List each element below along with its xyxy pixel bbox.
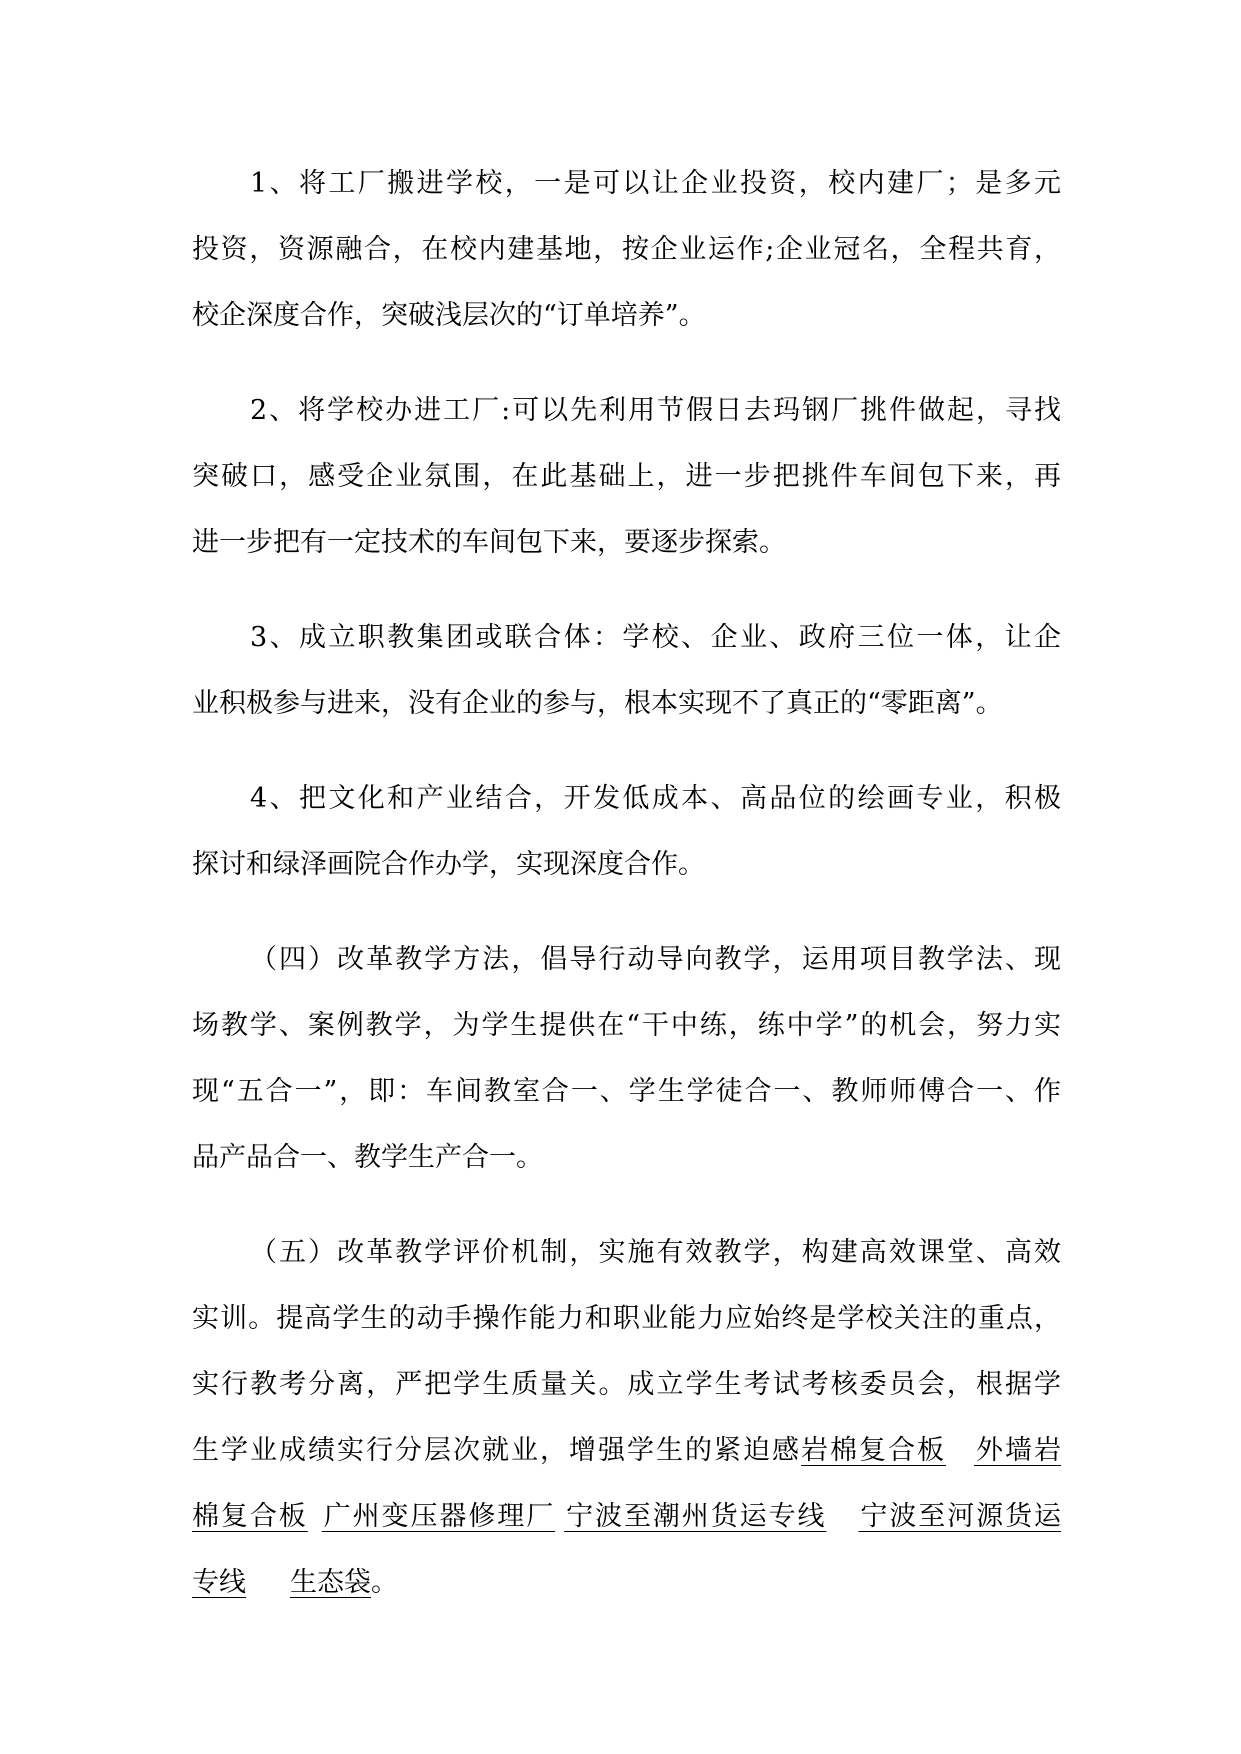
paragraph-line: 3、成立职教集团或联合体：学校、企业、政府三位一体，让企 [250, 622, 1061, 653]
paragraph-item-4 [192, 766, 1061, 898]
link-spacer [826, 1524, 858, 1525]
paragraph-line: 现“五合一”，即：车间教室合一、学生学徒合一、教师师傅合一、作 [192, 1076, 1061, 1107]
link-exterior-wall-rock-wool-board-part1[interactable]: 外墙岩 [974, 1435, 1061, 1466]
paragraph-line: 实行教考分离，严把学生质量关。成立学生考试考核委员会，根据学 [192, 1369, 1061, 1400]
paragraph-line: 探讨和绿泽画院合作办学，实现深度合作。 [192, 849, 705, 880]
link-spacer [555, 1524, 564, 1525]
paragraph-line: 2、将学校办进工厂:可以先利用节假日去玛钢厂挑件做起，寻找 [250, 395, 1061, 426]
paragraph-item-3 [192, 605, 1061, 737]
paragraph-line: 业积极参与进来，没有企业的参与，根本实现不了真正的“零距离”。 [192, 688, 1003, 719]
paragraph-text: 生学业成绩实行分层次就业，增强学生的紧迫感 [192, 1435, 801, 1466]
paragraph-line: 投资，资源融合，在校内建基地，按企业运作;企业冠名，全程共育， [192, 234, 1061, 265]
paragraph-item-2 [192, 378, 1061, 576]
paragraph-line: （五）改革教学评价机制，实施有效教学，构建高效课堂、高效 [250, 1237, 1061, 1268]
paragraph-line: 场教学、案例教学，为学生提供在“干中练，练中学”的机会，努力实 [192, 1010, 1061, 1041]
paragraph-line: 实训。提高学生的动手操作能力和职业能力应始终是学校关注的重点， [192, 1303, 1061, 1334]
link-ningbo-chaozhou-freight-line[interactable]: 宁波至潮州货运专线 [564, 1501, 827, 1532]
document-body [192, 151, 1061, 1645]
link-ningbo-heyuan-freight-line-part2[interactable]: 专线 [192, 1567, 246, 1598]
link-rock-wool-composite-board[interactable]: 岩棉复合板 [801, 1435, 946, 1466]
paragraph-line-with-links [192, 1484, 1061, 1550]
link-spacer [946, 1458, 974, 1459]
paragraph-section-5 [192, 1220, 1061, 1616]
paragraph-line: 品产品合一、教学生产合一。 [192, 1142, 543, 1173]
link-spacer [246, 1590, 290, 1591]
link-ningbo-heyuan-freight-line-part1[interactable]: 宁波至河源货运 [858, 1501, 1062, 1532]
link-guangzhou-transformer-repair-factory[interactable]: 广州变压器修理厂 [321, 1501, 556, 1532]
link-exterior-wall-rock-wool-board-part2[interactable]: 棉复合板 [192, 1501, 308, 1532]
paragraph-line: 1、将工厂搬进学校，一是可以让企业投资，校内建厂；是多元 [250, 168, 1061, 199]
paragraph-line: 突破口，感受企业氛围，在此基础上，进一步把挑件车间包下来，再 [192, 461, 1061, 492]
paragraph-line: 进一步把有一定技术的车间包下来，要逐步探索。 [192, 527, 786, 558]
paragraph-line: 4、把文化和产业结合，开发低成本、高品位的绘画专业，积极 [250, 783, 1061, 814]
paragraph-line-with-links [192, 1550, 1061, 1616]
paragraph-line: （四）改革教学方法，倡导行动导向教学，运用项目教学法、现 [250, 944, 1061, 975]
paragraph-line-with-links [192, 1418, 1061, 1484]
paragraph-item-1 [192, 151, 1061, 349]
paragraph-end-punctuation: 。 [371, 1567, 398, 1598]
paragraph-section-4 [192, 927, 1061, 1191]
link-spacer [308, 1524, 322, 1525]
paragraph-line: 校企深度合作，突破浅层次的“订单培养”。 [192, 300, 706, 331]
link-ecological-bag[interactable]: 生态袋 [290, 1567, 371, 1598]
